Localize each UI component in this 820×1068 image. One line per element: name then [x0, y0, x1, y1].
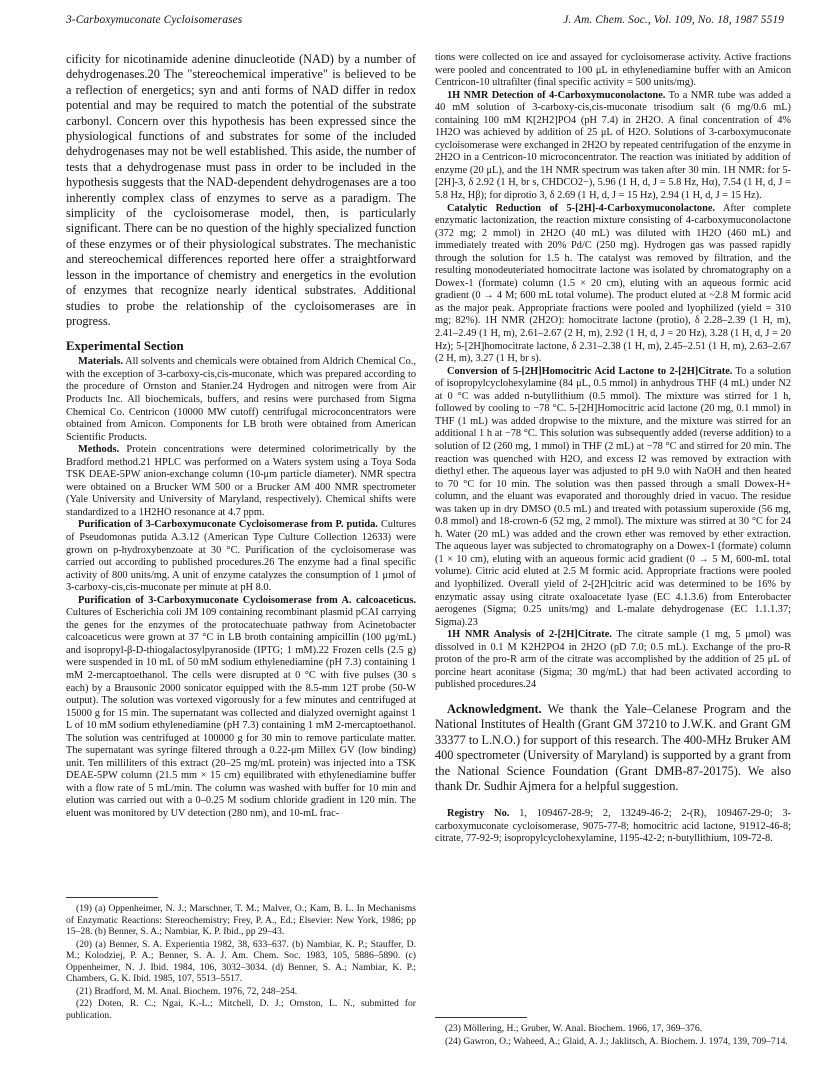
section-title: Experimental Section — [66, 339, 184, 354]
footnote: (23) Möllering, H.; Gruber, W. Anal. Biochem. 1966, 17, 369–376. — [445, 1023, 703, 1034]
conversion-paragraph — [435, 366, 791, 629]
citrate-nmr-heading: 1H NMR Analysis of 2-[2H]Citrate. — [447, 629, 612, 641]
citrate-nmr-paragraph — [435, 629, 791, 692]
registry-heading: Registry No. — [447, 808, 510, 820]
nmr-detection-heading: 1H NMR Detection of 4-Carboxymuconolactone. — [447, 89, 666, 101]
footnote-rule-left — [66, 897, 158, 898]
acalco-heading: Purification of 3-Carboxymuconate Cycloisomerase from A. calcoaceticus. — [78, 594, 416, 606]
continued-paragraph: tions were collected on ice and assayed for cycloisomerase activity. Active fractions were pooled and concentrated to 100 μL in ethylenediamine buffer with an Amicon Centricon-10 ultrafilter (final specific activity = 500 units/mg). — [435, 52, 791, 89]
registry-paragraph — [435, 808, 791, 846]
catalytic-reduction-paragraph — [435, 203, 791, 366]
nmr-detection-paragraph — [435, 90, 791, 203]
footnote: (21) Bradford, M. M. Anal. Biochem. 1976, 72, 248–254. — [76, 985, 298, 997]
materials-heading: Materials. — [78, 356, 124, 368]
methods-text: Protein concentrations were determined colorimetrically by the Bradford method.21 HPLC was performed on a Waters system using a Toya Soda TSK DEAE-5PW anion-exchange column (10-μm particle diameter). NMR spectra were obtained on a Brucker WM 500 or a Brucker AM 400 NMR spectrometer (Yale University and University of Maryland, respectively). Chemical shifts were standardized to a 1H2HO resonance at 4.7 ppm. — [66, 444, 416, 518]
catalytic-reduction-text: After complete enzymatic lactonization, the reaction mixture consisting of 4-carboxymuconolactone (372 mg; 2 mmol) in 2H2O (40 mL) was diluted with 1H2O (460 mL) and immediately treated with 20% Pd/C (250 mg). Hydrogen gas was passed rapidly through the solution for 1.5 h. The catalyst was removed by filtration, and the resulting monodeuteriated homocitrate lactone was isolated by chromatography on a Dowex-1 (formate) column (1.5 × 20 cm), eluting with an aqueous formic acid gradient (0 → 4 M; 600 mL total volume). The product eluted at ~2.8 M formic acid as the major peak. Appropriate fractions were pooled and lyophilized (yield = 310 mg; 82%). 1H NMR (2H2O): homocitrate lactone (protio), δ 2.28–2.39 (1 H, m), 2.41–2.49 (1 H, m), 2.61–2.67 (2 H, m), 2.92 (1 H, d, J = 20 Hz), 3.28 (1 H, d, J = 20 Hz); 5-[2H]homocitrate lactone, δ 2.31–2.38 (1 H, m), 2.45–2.51 (1 H, m), 2.63–2.67 (2 H, m), 3.27 (1 H, br s). — [435, 202, 791, 365]
journal-citation: J. Am. Chem. Soc., Vol. 109, No. 18, 1987 5519 — [563, 14, 784, 26]
nmr-detection-text: To a NMR tube was added a 40 mM solution of 3-carboxy-cis,cis-muconate trisodium salt (6 mg/0.6 mL) containing 100 mM K[2H2]PO4 (pH 7.4) in 2H2O. A final concentration of 4% 1H2O was achieved by addition of 25 μL of H2O. Solutions of 3-carboxymuconate cycloisomerase were exchanged in 2H2O by repeated centrifugation of the enzyme in 2H2O in a Centricon-10 microconcentrator. The reaction was initiated by addition of enzyme (20 μL), and the 1H NMR spectrum was taken after 30 min. 1H NMR: for 5-[2H]-3, δ 2.92 (1 H, br s, CHDCO2−), 5.96 (1 H, d, J = 5.8 Hz, Hα), 7.54 (1 H, d, J = 5.8 Hz, Hβ); for diprotio 3, δ 2.69 (1 H, d, J = 15 Hz), 2.94 (1 H, d, J = 15 Hz). — [435, 89, 791, 202]
citrate-nmr-text: The citrate sample (1 mg, 5 μmol) was dissolved in 0.1 M K2H2PO4 in 2H2O (pD 7.0; 0.5 mL). Exchange of the pro-R proton of the pro-R arm of the citrate was accomplished by the addition of 25 μL of porcine heart aconitase (Sigma; 30 mg/mL) that had been activated according to published procedures.24 — [435, 629, 791, 691]
materials-text: All solvents and chemicals were obtained from Aldrich Chemical Co., with the exception of 3-carboxy-cis,cis-muconate, which was prepared according to the procedure of Ornston and Stanier.24 Hydrogen and nitrogen were from Air Products Inc. All biochemicals, buffers, and resins were purchased from Sigma Chemical Co. Centricon (10000 MW cutoff) centrifugal microconcentrators were obtained from Amicon. Components for LB broth were obtained from American Scientific Products. — [66, 356, 416, 443]
materials-paragraph — [66, 356, 416, 444]
acknowledgment-paragraph — [435, 702, 791, 794]
running-title: 3-Carboxymuconate Cycloisomerases — [66, 14, 243, 26]
acalco-paragraph — [66, 595, 416, 821]
right-column — [435, 52, 791, 846]
catalytic-reduction-heading: Catalytic Reduction of 5-[2H]-4-Carboxymuconolactone. — [447, 202, 715, 214]
pputida-text: Cultures of Pseudomonas putida A.3.12 (American Type Culture Collection 12633) were grown on p-hydroxybenzoate at 30 °C. Purification of the cycloisomerase was carried out according to published procedures.26 The enzyme had a final specific activity of 800 units/mg. A unit of enzyme catalyzes the consumption of 1 μmol of 3-carboxy-cis,cis-muconate per minute at pH 8.0. — [66, 519, 416, 594]
discussion-paragraph: cificity for nicotinamide adenine dinucleotide (NAD) by a number of dehydrogenases.20 The "stereochemical imperative" is believed to be a reflection of energetics; syn and anti forms of NAD differ in redox potential and may be required to match the potential of the substrate carbonyl. Concern over this hypothesis has been expressed since the physiological functions of and substrates for some of the included dehydrogenases may not be well established. This aside, the number of tests that a dehydrogenase must pass in order to be included in the hypothesis suggests that the NAD-dependent dehydrogenases are a too inherently complex class of enzymes to serve as a paradigm. The simplicity of the cycloisomerase model, then, is particularly significant. There can be no question of the highly specialized function of these enzymes or of their physiological substrates. The mechanistic and stereochemical differences reported here offer a straightforward lesson in the importance of chemistry and energetics in the evolution of enzymes that recognize nearly identical substrates. Additional studies to probe the relationship of the cycloisomerases are in progress. — [66, 52, 416, 328]
footnotes-left — [66, 903, 416, 1022]
left-column — [66, 52, 416, 821]
acalco-text: Cultures of Escherichia coli JM 109 containing recombinant plasmid pCAI carrying the genes for the enzymes of the protocatechuate pathway from Acinetobacter calcoaceticus were grown at 37 °C in LB broth containing ampicillin (100 μg/mL) and isopropyl-β-D-thiogalactosylpyranoside (IPTG; 1 mM).22 Frozen cells (2.5 g) were suspended in 10 mL of 50 mM sodium ethylenediamine (pH 7.3) containing 1 mM 2-mercaptoethanol. The cells were disrupted at 0 °C with five pulses (30 s each) by a Brausonic 2000 sonicator equipped with the 8.5-mm 12T probe (50-W output). The solution was vortexed vigorously for a few minutes and centrifuged at 15000 g for 15 min. The supernatant was collected and dialyzed overnight against 1 L of 10 mM sodium ethylenediamine (pH 7.3) containing 1 mM 2-mercaptoethanol. The solution was centrifuged at 100000 g for 30 min to remove particulate matter. The supernatant was syringe filtered through a 0.22-μm Millex GV (low binding) unit. Ten milliliters of this extract (20–25 mg/mL protein) was injected into a TSK DEAE-5PW column (21.5 mm × 15 cm) equilibrated with ethylenediamine buffer with a flow rate of 5 mL/min. The column was washed with buffer for 10 min and elution was carried out with a 0–0.25 M sodium chloride gradient in 120 min. The eluent was monitored by UV detection (280 nm), and 10-mL frac- — [66, 607, 416, 819]
conversion-text: To a solution of isopropylcyclohexylamine (84 μL, 0.5 mmol) in anhydrous THF (4 mL) under N2 at 0 °C was added n-butyllithium (0.5 mmol). The mixture was stirred for 1 h, followed by cooling to −78 °C. 5-[2H]Homocitric acid lactone (20 mg, 0.1 mmol) in THF (1 mL) was added dropwise to the mixture, and the mixture was stirred for an additional 1 h at −78 °C. This solution was subsequently added (reverse addition) to a solution of I2 (260 mg, 1 mmol) in THF (2 mL) at −78 °C and stirred for 20 min. The reaction was quenched with H2O, and excess I2 was removed by extraction with diethyl ether. The aqueous layer was adjusted to pH 9.0 with NaOH and then heated to 70 °C for 10 min. The solution was then passed through a small Dowex-H+ column, and the eluant was evaporated and thoroughly dried in vacuo. The residue was taken up in dry DMSO (0.5 mL) and treated with potassium superoxide (56 mg, 0.8 mmol) and 18-crown-6 (52 mg, 2 mmol). The mixture was stirred at 30 °C for 24 h. Water (20 mL) was added and the crown ether was removed by ether extraction. The aqueous layer was subjected to chromatography on a Dowex-1 (formate) column (1 × 10 cm), eluting with an aqueous formic acid gradient (0 → 5 M, 600-mL total volume). Citric acid eluted at 2.5 M formic acid. Appropriate fractions were pooled and lyophilized. Overall yield of 2-[2H]citric acid was determined to be 16% by enzymatic assay using citrate oxaloacetate lyase (EC 4.1.3.6) from Enterobacter aerogenes (Sigma; 0.25 units/mg) and L-malate dehydrogenase (EC 1.1.1.37; Sigma).23 — [435, 365, 791, 628]
footnote-rule-right — [435, 1017, 527, 1018]
acknowledgment-text: We thank the Yale–Celanese Program and the National Institutes of Health (Grant GM 37210 to J.W.K. and Grant GM 33377 to L.N.O.) for support of this research. The 400-MHz Bruker AM 400 spectrometer (University of Maryland) is supported by a grant from the National Science Foundation (Grant DMB-87-20175). We also thank Dr. Sudhir Ajmera for a helpful suggestion. — [435, 701, 791, 793]
footnotes-right — [435, 1023, 791, 1048]
footnote: (20) (a) Benner, S. A. Experientia 1982, 38, 633–637. (b) Nambiar, K. P.; Stauffer, D. M.; Kolodziej, P. A.; Benner, S. A. J. Am. Chem. Soc. 1983, 105, 5886–5890. (c) Oppenheimer, N. J. Ibid. 1984, 106, 3032–3034. (d) Benner, S. A.; Nambiar, K. P.; Chambers, G. K. Ibid. 1985, 107, 5513–5517. — [66, 938, 416, 984]
pputida-paragraph — [66, 519, 416, 594]
methods-heading: Methods. — [78, 444, 120, 456]
acknowledgment-heading: Acknowledgment. — [447, 701, 542, 716]
conversion-heading: Conversion of 5-[2H]Homocitric Acid Lactone to 2-[2H]Citrate. — [447, 365, 733, 377]
registry-text: 1, 109467-28-9; 2, 13249-46-2; 2-(R), 109467-29-0; 3-carboxymuconate cycloisomerase, 9075-77-8; homocitric acid lactone, 91912-46-8; citrate, 77-92-9; isopropylcyclohexylamine, 1195-42-2; n-butyllithium, 109-72-8. — [435, 808, 791, 845]
footnote: (24) Gawron, O.; Waheed, A.; Glaid, A. J.; Jaklitsch, A. Biochem. J. 1974, 139, 709–714. — [445, 1035, 788, 1047]
methods-paragraph — [66, 444, 416, 519]
pputida-heading: Purification of 3-Carboxymuconate Cycloisomerase from P. putida. — [78, 519, 378, 531]
footnote: (19) (a) Oppenheimer, N. J.; Marschner, T. M.; Malver, O.; Kam, B. L. In Mechanisms of Enzymatic Reactions: Stereochemistry; Frey, P. A., Ed.; Elsevier: New York, 1986; pp 15–28. (b) Benner, S. A.; Nambiar, K. P. Ibid., pp 29–43. — [66, 903, 416, 937]
footnote: (22) Doten, R. C.; Ngai, K.-L.; Mitchell, D. J.; Ornston, L. N., submitted for publication. — [66, 998, 416, 1021]
